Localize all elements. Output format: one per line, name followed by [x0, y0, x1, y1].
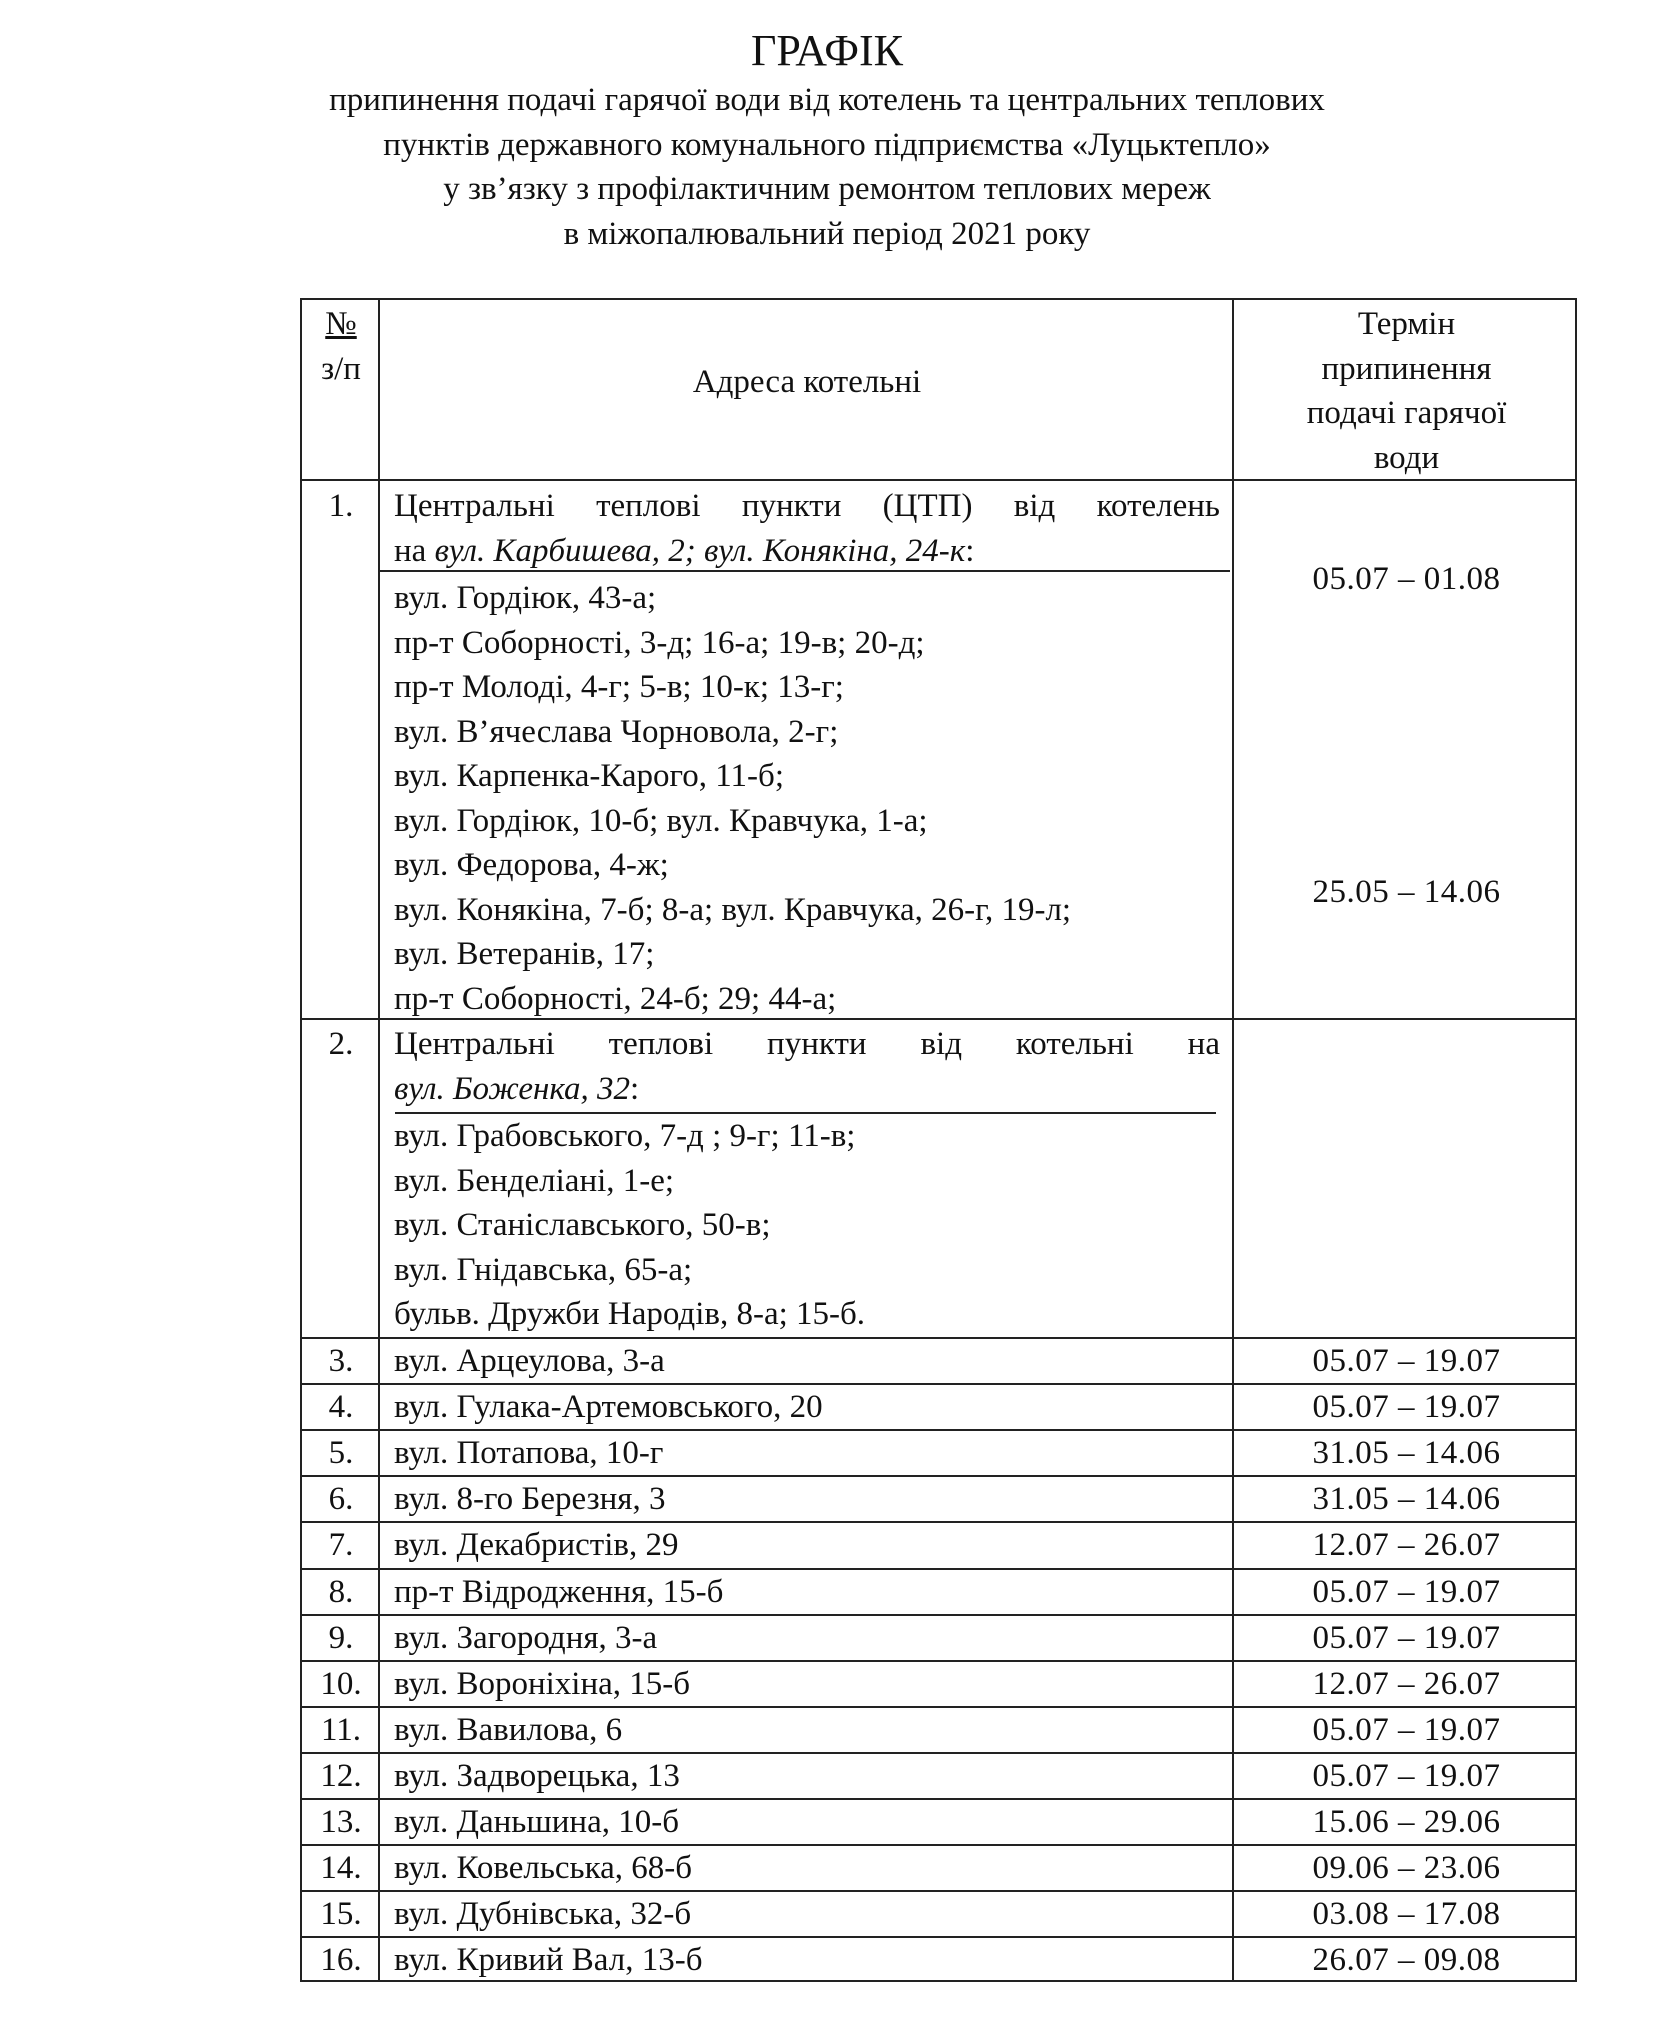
row-number: 1.	[328, 488, 354, 524]
header-address: Адреса котельні	[692, 364, 922, 400]
term-cell: 12.07 – 26.07	[1312, 1527, 1501, 1564]
boiler-address: вул. Карбишева, 2; вул. Конякіна, 24-к	[434, 532, 966, 569]
address-line: вул. Гордіюк, 43-а;	[394, 580, 657, 616]
subtitle-line: пунктів державного комунального підприємства «Луцьктепло»	[383, 126, 1271, 163]
address-line: пр-т Соборності, 3-д; 16-а; 19-в; 20-д;	[394, 624, 925, 661]
header-term-line: подачі гарячої	[1306, 395, 1507, 431]
address-line: вул. Карпенка-Карого, 11-б;	[394, 758, 784, 794]
row-number: 6.	[328, 1481, 354, 1518]
group-intro-line	[394, 529, 1220, 574]
schedule-table	[300, 298, 1577, 1982]
row-number: 10.	[320, 1665, 362, 1702]
term-cell: 05.07 – 19.07	[1312, 1573, 1501, 1610]
row-address: вул. Ковельська, 68-б	[394, 1850, 693, 1887]
term-cell: 26.07 – 09.08	[1312, 1942, 1501, 1979]
row-number: 11.	[320, 1711, 362, 1748]
row-address: вул. 8-го Березня, 3	[394, 1481, 666, 1518]
term-cell: 05.07 – 19.07	[1312, 1619, 1501, 1656]
address-line: пр-т Молоді, 4-г; 5-в; 10-к; 13-г;	[394, 669, 844, 705]
boiler-address: вул. Боженка, 32	[394, 1070, 631, 1107]
row-address: вул. Вороніхіна, 15-б	[394, 1665, 691, 1702]
row-address: вул. Задворецька, 13	[394, 1757, 680, 1794]
row-address: вул. Арцеулова, 3-а	[394, 1343, 665, 1379]
row-address: вул. Загородня, 3-а	[394, 1619, 658, 1656]
row-address: вул. Вавилова, 6	[394, 1711, 623, 1748]
subtitle-line: у зв’язку з профілактичним ремонтом теплових мереж	[443, 171, 1211, 207]
address-line: вул. В’ячеслава Чорновола, 2-г;	[394, 713, 839, 750]
row-address: пр-т Відродження, 15-б	[394, 1573, 724, 1610]
term-cell: 15.06 – 29.06	[1312, 1804, 1501, 1840]
term-cell: 05.07 – 01.08	[1312, 561, 1501, 597]
group-intro-line: Центральні теплові пункти від котельні на	[394, 1026, 1220, 1062]
subtitle-line: припинення подачі гарячої води від котелень та центральних теплових	[329, 82, 1325, 118]
row-address: вул. Декабристів, 29	[394, 1527, 679, 1564]
row-address: вул. Дубнівська, 32-б	[394, 1896, 692, 1933]
intro-prefix: на	[394, 532, 435, 569]
term-cell: 31.05 – 14.06	[1312, 1481, 1501, 1518]
address-line: пр-т Соборності, 24-б; 29; 44-а;	[394, 980, 837, 1017]
group-subdivider	[378, 570, 1230, 572]
header-number	[302, 302, 380, 391]
header-term	[1234, 302, 1579, 480]
group-intro-line: Центральні теплові пункти (ЦТП) від котелень	[394, 488, 1220, 524]
address-line: вул. Бенделіані, 1-е;	[394, 1162, 675, 1199]
row-number: 9.	[328, 1619, 354, 1656]
row-number: 16.	[320, 1942, 362, 1979]
group-intro-line	[394, 1067, 1220, 1112]
address-line: бульв. Дружби Народів, 8-а; 15-б.	[394, 1296, 866, 1332]
row-number: 15.	[320, 1896, 362, 1933]
term-cell: 05.07 – 19.07	[1312, 1757, 1501, 1794]
address-line: вул. Гордіюк, 10-б; вул. Кравчука, 1-а;	[394, 802, 928, 839]
header-term-line: води	[1373, 439, 1440, 476]
address-line: вул. Конякіна, 7-б; 8-а; вул. Кравчука, 26-г, 19-л;	[394, 891, 1072, 928]
header-term-line: припинення	[1321, 350, 1492, 387]
term-cell: 03.08 – 17.08	[1312, 1896, 1501, 1933]
row-address: вул. Потапова, 10-г	[394, 1435, 664, 1472]
address-line: вул. Гнідавська, 65-а;	[394, 1251, 693, 1288]
row-number: 2.	[328, 1026, 354, 1062]
intro-suffix: :	[965, 532, 975, 569]
row-address: вул. Даньшина, 10-б	[394, 1804, 679, 1840]
term-cell: 05.07 – 19.07	[1312, 1389, 1501, 1426]
term-cell: 05.07 – 19.07	[1312, 1343, 1501, 1379]
address-line: вул. Станіславського, 50-в;	[394, 1207, 771, 1243]
header-divider	[302, 479, 1575, 481]
row-number: 3.	[328, 1343, 354, 1379]
address-list	[380, 576, 1234, 1021]
term-cell: 09.06 – 23.06	[1312, 1850, 1501, 1887]
address-line: вул. Грабовського, 7-д ; 9-г; 11-в;	[394, 1118, 856, 1154]
address-line: вул. Ветеранів, 17;	[394, 936, 655, 972]
row-number: 5.	[328, 1435, 354, 1472]
row-divider	[302, 1018, 1575, 1020]
term-cell: 05.07 – 19.07	[1312, 1711, 1501, 1748]
row-address: вул. Кривий Вал, 13-б	[394, 1942, 703, 1979]
header-number-symbol: №	[325, 306, 357, 342]
term-cell: 12.07 – 26.07	[1312, 1665, 1501, 1702]
header-number-label: з/п	[321, 350, 361, 387]
group-intro	[380, 484, 1234, 573]
header-term-line: Термін	[1357, 306, 1456, 342]
row-number: 13.	[320, 1804, 362, 1840]
row-number: 4.	[328, 1389, 354, 1426]
row-number: 7.	[328, 1527, 354, 1564]
address-line: вул. Федорова, 4-ж;	[394, 847, 669, 883]
row-number: 12.	[320, 1757, 362, 1794]
term-cell: 31.05 – 14.06	[1312, 1435, 1501, 1472]
document-title: ГРАФІК	[750, 26, 904, 75]
row-address: вул. Гулака-Артемовського, 20	[394, 1389, 823, 1426]
row-number: 14.	[320, 1850, 362, 1887]
intro-suffix: :	[630, 1070, 640, 1107]
document-subtitle	[250, 78, 1404, 256]
subtitle-line: в міжопалювальний період 2021 року	[563, 215, 1091, 252]
address-list	[380, 1114, 1234, 1337]
row-number: 8.	[328, 1573, 354, 1610]
group-intro	[380, 1022, 1234, 1111]
term-cell: 25.05 – 14.06	[1312, 874, 1501, 910]
